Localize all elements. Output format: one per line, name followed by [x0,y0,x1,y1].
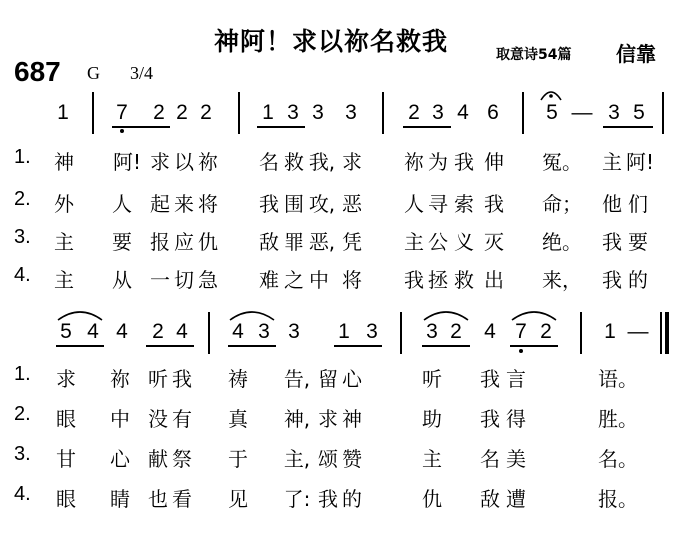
lyric: 颂 [318,447,338,471]
lyric: 切 [174,268,194,292]
note: 3 [608,101,620,124]
lyric: 义 [454,230,474,254]
note: 5 [633,101,645,124]
lyric: 起 [150,192,170,216]
lyric: 围 [284,192,304,216]
note: 1 [57,101,69,124]
lyric: 遭 [506,487,526,511]
lyric: 主 [404,230,424,254]
lyric: 灭 [484,230,504,254]
slur [512,312,556,320]
lyric: 我 [454,150,474,174]
lyric: 以 [174,150,194,174]
verse-number: 1. [14,146,31,168]
note: 3 [426,320,438,343]
fermata-dot [549,94,553,98]
lyric: 为 [428,150,448,174]
lyric: 从 [112,268,132,292]
lyric: 求 [318,407,338,431]
lyric: 报。 [598,487,638,511]
lyric: 公 [428,230,448,254]
lyric: 我 [318,487,338,511]
note: 1 [262,101,274,124]
lyric: 我 [484,192,504,216]
verse-number: 4. [14,264,31,286]
lyric: 祢 [110,367,130,391]
lyric: 我 [602,268,622,292]
lyric: 我 [172,367,192,391]
lyric: 出 [484,268,504,292]
lyric: 要 [112,230,132,254]
lyric: 我 [259,192,279,216]
lyric: 一 [150,268,170,292]
lyric: 名 [480,447,500,471]
note: 3 [366,320,378,343]
lyric: 人 [404,192,424,216]
lyric: 眼 [56,407,76,431]
lyric: 拯 [428,268,448,292]
lyric: 主 [602,150,622,174]
note: 4 [176,320,188,343]
note: 2 [176,101,188,124]
note: 4 [116,320,128,343]
lyric: 冤。 [542,150,582,174]
note: 3 [288,320,300,343]
lyric: 留 [318,367,338,391]
lyric: 神, [283,407,311,431]
lyric: 中 [309,268,329,292]
lyric: 阿! [626,150,655,174]
note: 4 [457,101,469,124]
lyric: 的 [628,268,648,292]
lyric: 伸 [484,150,504,174]
lyric: 救 [454,268,474,292]
lyric: 言 [506,367,526,391]
lyric: 索 [454,192,474,216]
lyric: 真 [228,407,248,431]
slur [424,312,468,320]
note: 2 [152,320,164,343]
scripture-source: 取意诗54篇 [496,47,572,63]
lyric: 看 [172,487,192,511]
lyric: 有 [172,407,192,431]
lyric: 恶 [342,192,362,216]
lyric: 我 [404,268,424,292]
lyric: 甘 [56,447,76,471]
lyric: 人 [112,192,132,216]
lyric: 听 [148,367,168,391]
lyric: 求 [150,150,170,174]
lyric: 祢 [404,150,424,174]
lyric: 仇 [198,230,218,254]
lyric: 们 [628,192,648,216]
lyric: 我, [308,150,336,174]
extension-dash: — [627,320,649,343]
lyric: 急 [198,268,218,292]
note: 2 [540,320,552,343]
lyric: 外 [54,192,74,216]
lyric: 我 [602,230,622,254]
extension-dash: — [571,101,593,124]
lyric: 主, [283,447,311,471]
note: 7 [116,101,128,124]
note: 1 [338,320,350,343]
note: 3 [287,101,299,124]
lyric: 求 [56,367,76,391]
lyric: 仇 [422,487,442,511]
note: 2 [200,101,212,124]
lyric: 罪 [284,230,304,254]
verse-number: 2. [14,188,31,210]
lyric: 赞 [342,447,362,471]
slur [230,312,274,320]
lyric: 主 [422,447,442,471]
lyric: 名 [259,150,279,174]
lyric: 我 [480,367,500,391]
note: 4 [232,320,244,343]
note: 3 [345,101,357,124]
lyric: 难 [259,268,279,292]
note: 7 [515,320,527,343]
lyric: 主 [54,230,74,254]
lyric: 攻, [308,192,336,216]
note: 3 [258,320,270,343]
lyric: 了: [283,487,311,511]
note: 4 [484,320,496,343]
lyric: 得 [506,407,526,431]
note: 6 [487,101,499,124]
note: 5 [546,101,558,124]
lyric: 恶, [308,230,336,254]
lyric: 祢 [198,150,218,174]
note: 3 [312,101,324,124]
lyric: 敌 [480,487,500,511]
lyric: 语。 [598,367,638,391]
lyric: 来， [542,268,582,292]
key-signature: G [87,63,100,83]
lyric: 见 [228,487,248,511]
verse-number: 3. [14,443,31,465]
note: 3 [432,101,444,124]
lyric: 凭 [342,230,362,254]
lyric: 救 [284,150,304,174]
lyric: 心 [110,447,130,471]
lyric: 眼 [56,487,76,511]
lyric: 助 [422,407,442,431]
note: 2 [450,320,462,343]
note: 5 [60,320,72,343]
lyric: 求 [342,150,362,174]
lyric: 要 [628,230,648,254]
verse-number: 1. [14,363,31,385]
lyric: 祷 [228,367,248,391]
lyric: 于 [228,447,248,471]
lyric: 将 [342,268,362,292]
lyric: 我 [480,407,500,431]
lyric: 的 [342,487,362,511]
lyric: 也 [148,487,168,511]
lyric: 睛 [110,487,130,511]
lyric: 祭 [172,447,192,471]
note: 2 [408,101,420,124]
hymn-number: 687 [14,56,61,87]
lyric: 神 [342,407,362,431]
slur [58,312,102,320]
note: 4 [87,320,99,343]
lyric: 他 [602,192,622,216]
lyric: 应 [174,230,194,254]
lyric: 之 [284,268,304,292]
note: 1 [604,320,616,343]
lyric: 主 [54,268,74,292]
lyric: 将 [198,192,218,216]
lyric: 神 [54,150,74,174]
verse-number: 2. [14,403,31,425]
lyric: 来 [174,192,194,216]
note: 2 [153,101,165,124]
lyric: 听 [422,367,442,391]
lyric: 名。 [598,447,638,471]
lyric: 心 [342,367,362,391]
lyric: 绝。 [542,230,582,254]
lyric: 没 [148,407,168,431]
lyric: 命； [542,192,582,216]
hymn-title: 神阿！求以祢名救我 [214,27,449,56]
lyric: 中 [110,407,130,431]
lyric: 阿! [112,150,142,174]
lyric: 告, [283,367,311,391]
lyric: 敌 [259,230,279,254]
lyric: 献 [148,447,168,471]
lyric: 美 [506,447,526,471]
lyric: 报 [150,230,170,254]
lyric: 寻 [428,192,448,216]
hymn-category: 信靠 [616,42,656,66]
verse-number: 4. [14,483,31,505]
verse-number: 3. [14,226,31,248]
lyric: 胜。 [598,407,638,431]
time-signature: 3/4 [130,63,154,83]
